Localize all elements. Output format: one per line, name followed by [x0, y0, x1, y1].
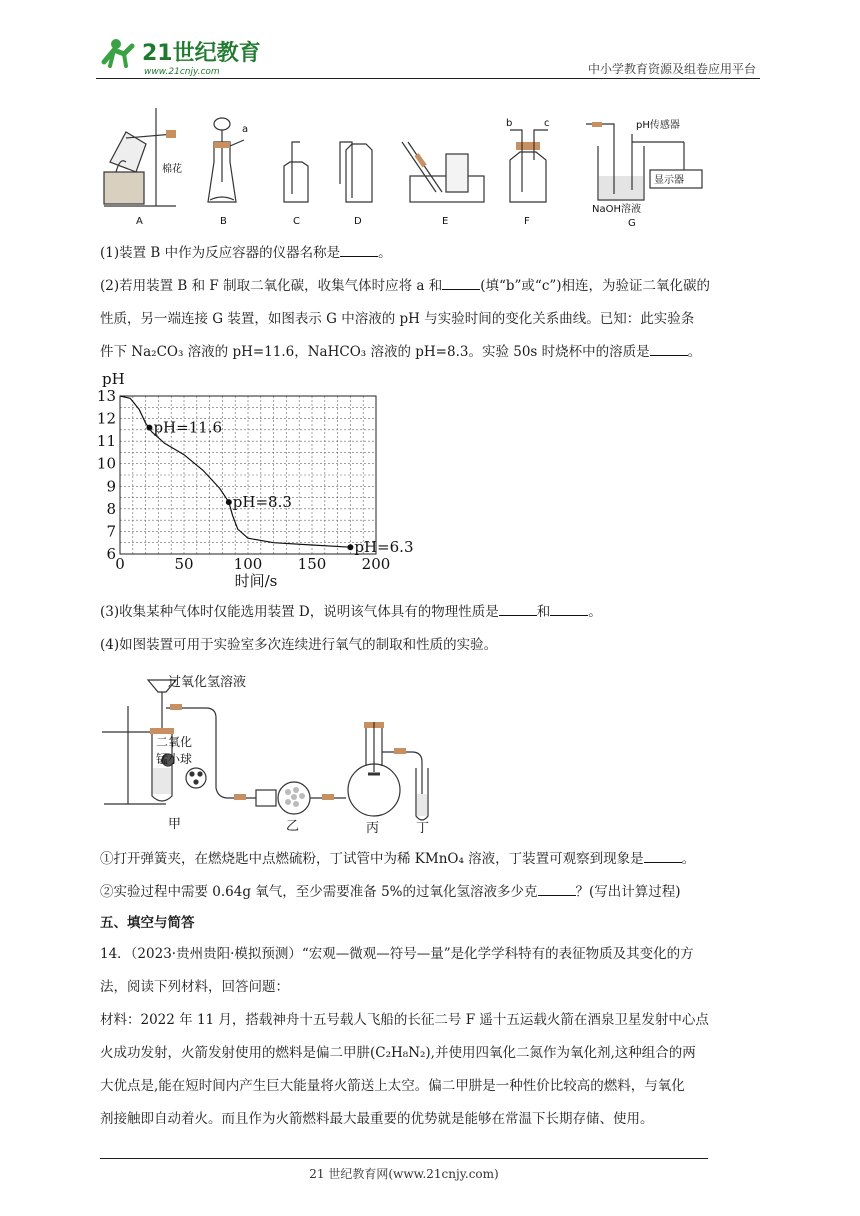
- y-tick-label: 9: [106, 477, 116, 496]
- svg-text:乙: 乙: [286, 819, 300, 834]
- y-tick-label: 7: [106, 522, 116, 541]
- svg-text:显示器: 显示器: [654, 175, 684, 186]
- question-2-line-1: (2)若用装置 B 和 F 制取二氧化碳，收集气体时应将 a 和 (填“b”或“c”)相连，为验证二氧化碳的: [100, 278, 711, 294]
- question-2-line-3: 件下 Na₂CO₃ 溶液的 pH=11.6，NaHCO₃ 溶液的 pH=8.3。实验 50s 时烧杯中的溶质是 。: [100, 344, 702, 360]
- answer-blank[interactable]: [442, 277, 480, 290]
- apparatus-figure: [96, 102, 736, 232]
- svg-text:pH传感器: pH传感器: [636, 120, 680, 131]
- svg-text:c: c: [544, 118, 550, 129]
- svg-text:C: C: [293, 216, 300, 227]
- svg-text:E: E: [442, 216, 449, 227]
- footer-text: 21 世纪教育网(www.21cnjy.com): [309, 1167, 499, 1181]
- question-4-2: ②实验过程中需要 0.64g 氧气，至少需要准备 5%的过氧化氢溶液多少克 ？(写出计算过程): [100, 884, 681, 900]
- svg-text:甲: 甲: [168, 817, 182, 832]
- x-tick-label: 100: [233, 555, 263, 573]
- data-label: pH=8.3: [232, 493, 292, 512]
- svg-text:丁: 丁: [416, 821, 430, 836]
- material-line-2: 火成功发射，火箭发射使用的燃料是偏二甲肼(C₂H₈N₂),并使用四氧化二氮作为氧化剂,这种组合的两: [100, 1045, 696, 1061]
- apparatus-b: [208, 118, 248, 227]
- y-tick-label: 10: [96, 454, 116, 473]
- y-tick-label: 6: [106, 545, 116, 563]
- svg-text:www.21cnjy.com: www.21cnjy.com: [144, 67, 220, 77]
- header-divider: [96, 78, 760, 79]
- answer-blank[interactable]: [550, 603, 588, 616]
- answer-blank[interactable]: [538, 883, 576, 896]
- material-line-1: 材料：2022 年 11 月，搭载神舟十五号载人飞船的长征二号 F 遥十五运载火箭在酒泉卫星发射中心点: [100, 1012, 709, 1028]
- apparatus-g: [586, 118, 702, 229]
- data-label: pH=6.3: [354, 538, 414, 557]
- apparatus-f: [506, 118, 550, 227]
- x-tick-label: 50: [174, 555, 194, 573]
- material-line-4: 剂接触即自动着火。而且作为火箭燃料最大最重要的优势就是能够在常温下长期存储、使用。: [100, 1111, 654, 1127]
- svg-text:过氧化氢溶液: 过氧化氢溶液: [168, 675, 247, 690]
- material-line-3: 大优点是,能在短时间内产生巨大能量将火箭送上太空。偏二甲肼是一种性价比较高的燃料，与氧化: [100, 1078, 685, 1094]
- oxygen-apparatus-figure: [96, 668, 456, 836]
- question-14-line-1: 14．（2023·贵州贵阳·模拟预测）“宏观—微观—符号—量”是化学学科特有的表征物质及其变化的方: [100, 946, 694, 962]
- data-point: [226, 499, 232, 505]
- answer-blank[interactable]: [499, 603, 537, 616]
- answer-blank[interactable]: [340, 244, 378, 257]
- mno2-label-2: 锰小球: [156, 752, 193, 766]
- y-tick-label: 13: [96, 387, 116, 405]
- question-3: (3)收集某种气体时仅能选用装置 D，说明该气体具有的物理性质是 和 。: [100, 604, 602, 620]
- svg-text:F: F: [524, 216, 530, 227]
- site-logo: [96, 32, 266, 80]
- question-4-1: ①打开弹簧夹，在燃烧匙中点燃硫粉，丁试管中为稀 KMnO₄ 溶液，丁装置可观察到现象是 。: [100, 851, 696, 867]
- y-tick-label: 12: [96, 409, 116, 428]
- svg-text:丙: 丙: [366, 821, 380, 836]
- svg-text:b: b: [506, 118, 513, 129]
- ph-chart: [96, 366, 426, 590]
- data-point: [146, 425, 152, 431]
- answer-blank[interactable]: [650, 343, 688, 356]
- mno2-label: 二氧化: [156, 735, 193, 749]
- apparatus-c: [284, 142, 308, 227]
- question-2-line-2: 性质，另一端连接 G 装置，如图表示 G 中溶液的 pH 与实验时间的变化关系曲线。已知：此实验条: [100, 311, 695, 327]
- footer-divider: [100, 1158, 708, 1159]
- y-tick-label: 8: [106, 499, 116, 518]
- svg-text:NaOH溶液: NaOH溶液: [592, 204, 641, 215]
- question-4: (4)如图装置可用于实验室多次连续进行氧气的制取和性质的实验。: [100, 637, 498, 653]
- data-label: pH=11.6: [153, 418, 223, 437]
- svg-text:a: a: [242, 124, 249, 135]
- apparatus-e: [402, 142, 484, 227]
- x-tick-label: 0: [115, 555, 125, 573]
- svg-text:B: B: [220, 216, 227, 227]
- answer-blank[interactable]: [644, 850, 682, 863]
- section-5-title: 五、填空与简答: [100, 915, 195, 931]
- x-tick-label: 150: [297, 555, 327, 573]
- question-1: (1)装置 B 中作为反应容器的仪器名称是 。: [100, 245, 392, 261]
- y-axis-label: pH: [102, 370, 125, 388]
- data-point: [347, 544, 353, 550]
- apparatus-d: [340, 142, 372, 227]
- apparatus-a: [104, 108, 182, 227]
- x-tick-label: 200: [361, 555, 391, 573]
- svg-text:D: D: [354, 216, 362, 227]
- question-14-line-2: 法，阅读下列材料，回答问题：: [100, 979, 289, 995]
- svg-text:A: A: [136, 216, 143, 227]
- svg-text:G: G: [628, 218, 636, 229]
- svg-text:21世纪教育: 21世纪教育: [142, 41, 261, 66]
- svg-text:棉花: 棉花: [162, 164, 182, 175]
- platform-title: 中小学教育资源及组卷应用平台: [587, 62, 756, 76]
- x-axis-label: 时间/s: [234, 572, 278, 590]
- y-tick-label: 11: [96, 432, 116, 451]
